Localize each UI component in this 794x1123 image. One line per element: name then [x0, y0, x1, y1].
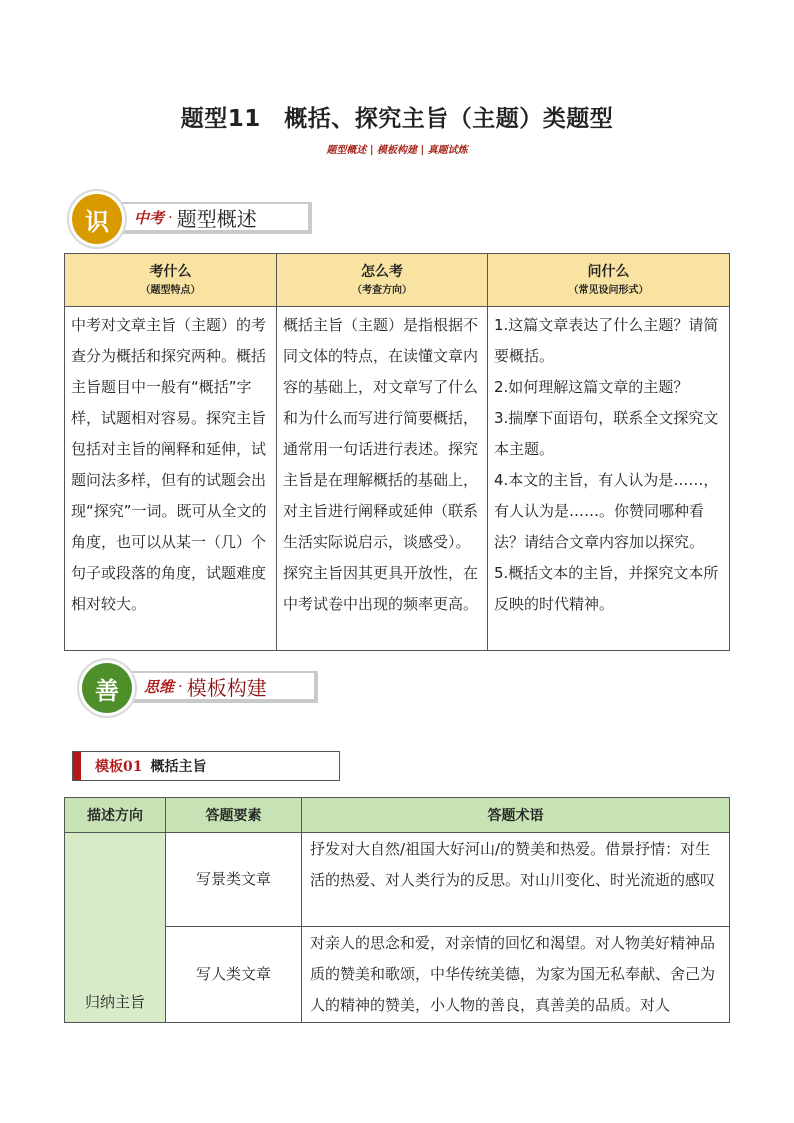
overview-body-row	[65, 307, 730, 651]
page-title: 题型11 概括、探究主旨（主题）类题型	[180, 106, 614, 132]
element-cell: 写人类文章	[166, 927, 302, 1023]
template-marker	[73, 752, 81, 780]
banner-label: 题型概述	[176, 206, 257, 231]
overview-header-cell	[65, 254, 277, 307]
banner-tag: 思维	[144, 677, 175, 696]
header-main: 怎么考	[361, 264, 403, 280]
banner-tag: 中考	[134, 208, 165, 227]
question-item: 2.如何理解这篇文章的主题？	[494, 378, 689, 396]
overview-header-row	[65, 254, 730, 307]
header-sub: （考查方向）	[352, 285, 412, 296]
question-item: 5.概括文本的主旨，并探究文本所反映的时代精神。	[494, 564, 719, 613]
header-main: 问什么	[587, 264, 630, 280]
question-item: 4.本文的主旨，有人认为是……，有人认为是……。你赞同哪种看法？请结合文章内容加以探究。	[494, 471, 719, 551]
cell-text: 概括主旨（主题）是指根据不同文体的特点，在读懂文章内容的基础上，对文章写了什么和为什么而写进行简要概括，通常用一句话进行表述。探究主旨是在理解概括的基础上，对主旨进行阐释或延伸（联系生活实际说启示，谈感受）。探究主旨因其更具开放性，在中考试卷中出现的频率更高。	[283, 316, 479, 613]
template-header-cell: 答题要素	[166, 798, 302, 833]
template-header-row	[65, 798, 730, 833]
section-banner-template	[82, 663, 318, 713]
template-heading	[72, 751, 340, 781]
header-sub: （题型特点）	[140, 285, 201, 296]
overview-header-cell	[277, 254, 488, 307]
overview-table	[64, 253, 730, 651]
banner-bar	[100, 202, 312, 234]
template-number: 模板01	[95, 759, 143, 775]
question-item: 3.揣摩下面语句，联系全文探究文本主题。	[494, 409, 719, 458]
badge-icon: 善	[82, 663, 132, 713]
term-cell: 抒发对大自然/祖国大好河山/的赞美和热爱。借景抒情：对生活的热爱、对人类行为的反思。对山川变化、时光流逝的感叹	[302, 833, 730, 927]
template-header-cell: 描述方向	[65, 798, 166, 833]
badge-icon: 识	[72, 194, 122, 244]
banner-dot: ·	[168, 208, 173, 226]
banner-label: 模板构建	[186, 675, 267, 700]
template-row	[65, 833, 730, 927]
cell-text: 中考对文章主旨（主题）的考查分为概括和探究两种。概括主旨题目中一般有“概括”字样，试题相对容易。探究主旨包括对主旨的阐释和延伸，试题问法多样，但有的试题会出现“探究”一词。既可从全文的角度，也可以从某一（几）个句子或段落的角度，试题难度相对较大。	[71, 316, 267, 613]
overview-cell-how	[277, 307, 488, 651]
template-header-cell: 答题术语	[302, 798, 730, 833]
banner-dot: ·	[178, 677, 183, 695]
overview-cell-questions	[488, 307, 730, 651]
section-banner-overview	[72, 194, 312, 244]
banner-bar	[110, 671, 318, 703]
template-table	[64, 797, 730, 1023]
term-cell: 对亲人的思念和爱，对亲情的回忆和渴望。对人物美好精神品质的赞美和歌颂，中华传统美德，为家为国无私奉献、舍己为人的精神的赞美，小人物的善良，真善美的品质。对人	[302, 927, 730, 1023]
direction-cell: 归纳主旨	[65, 833, 166, 1023]
question-item: 1.这篇文章表达了什么主题？请简要概括。	[494, 316, 719, 365]
template-name: 概括主旨	[150, 759, 207, 775]
element-cell: 写景类文章	[166, 833, 302, 927]
page-subtitle: 题型概述 | 模板构建 | 真题试炼	[326, 145, 468, 156]
header-main: 考什么	[149, 264, 192, 280]
overview-header-cell	[488, 254, 730, 307]
header-sub: （常见设问形式）	[568, 285, 649, 296]
overview-cell-what	[65, 307, 277, 651]
